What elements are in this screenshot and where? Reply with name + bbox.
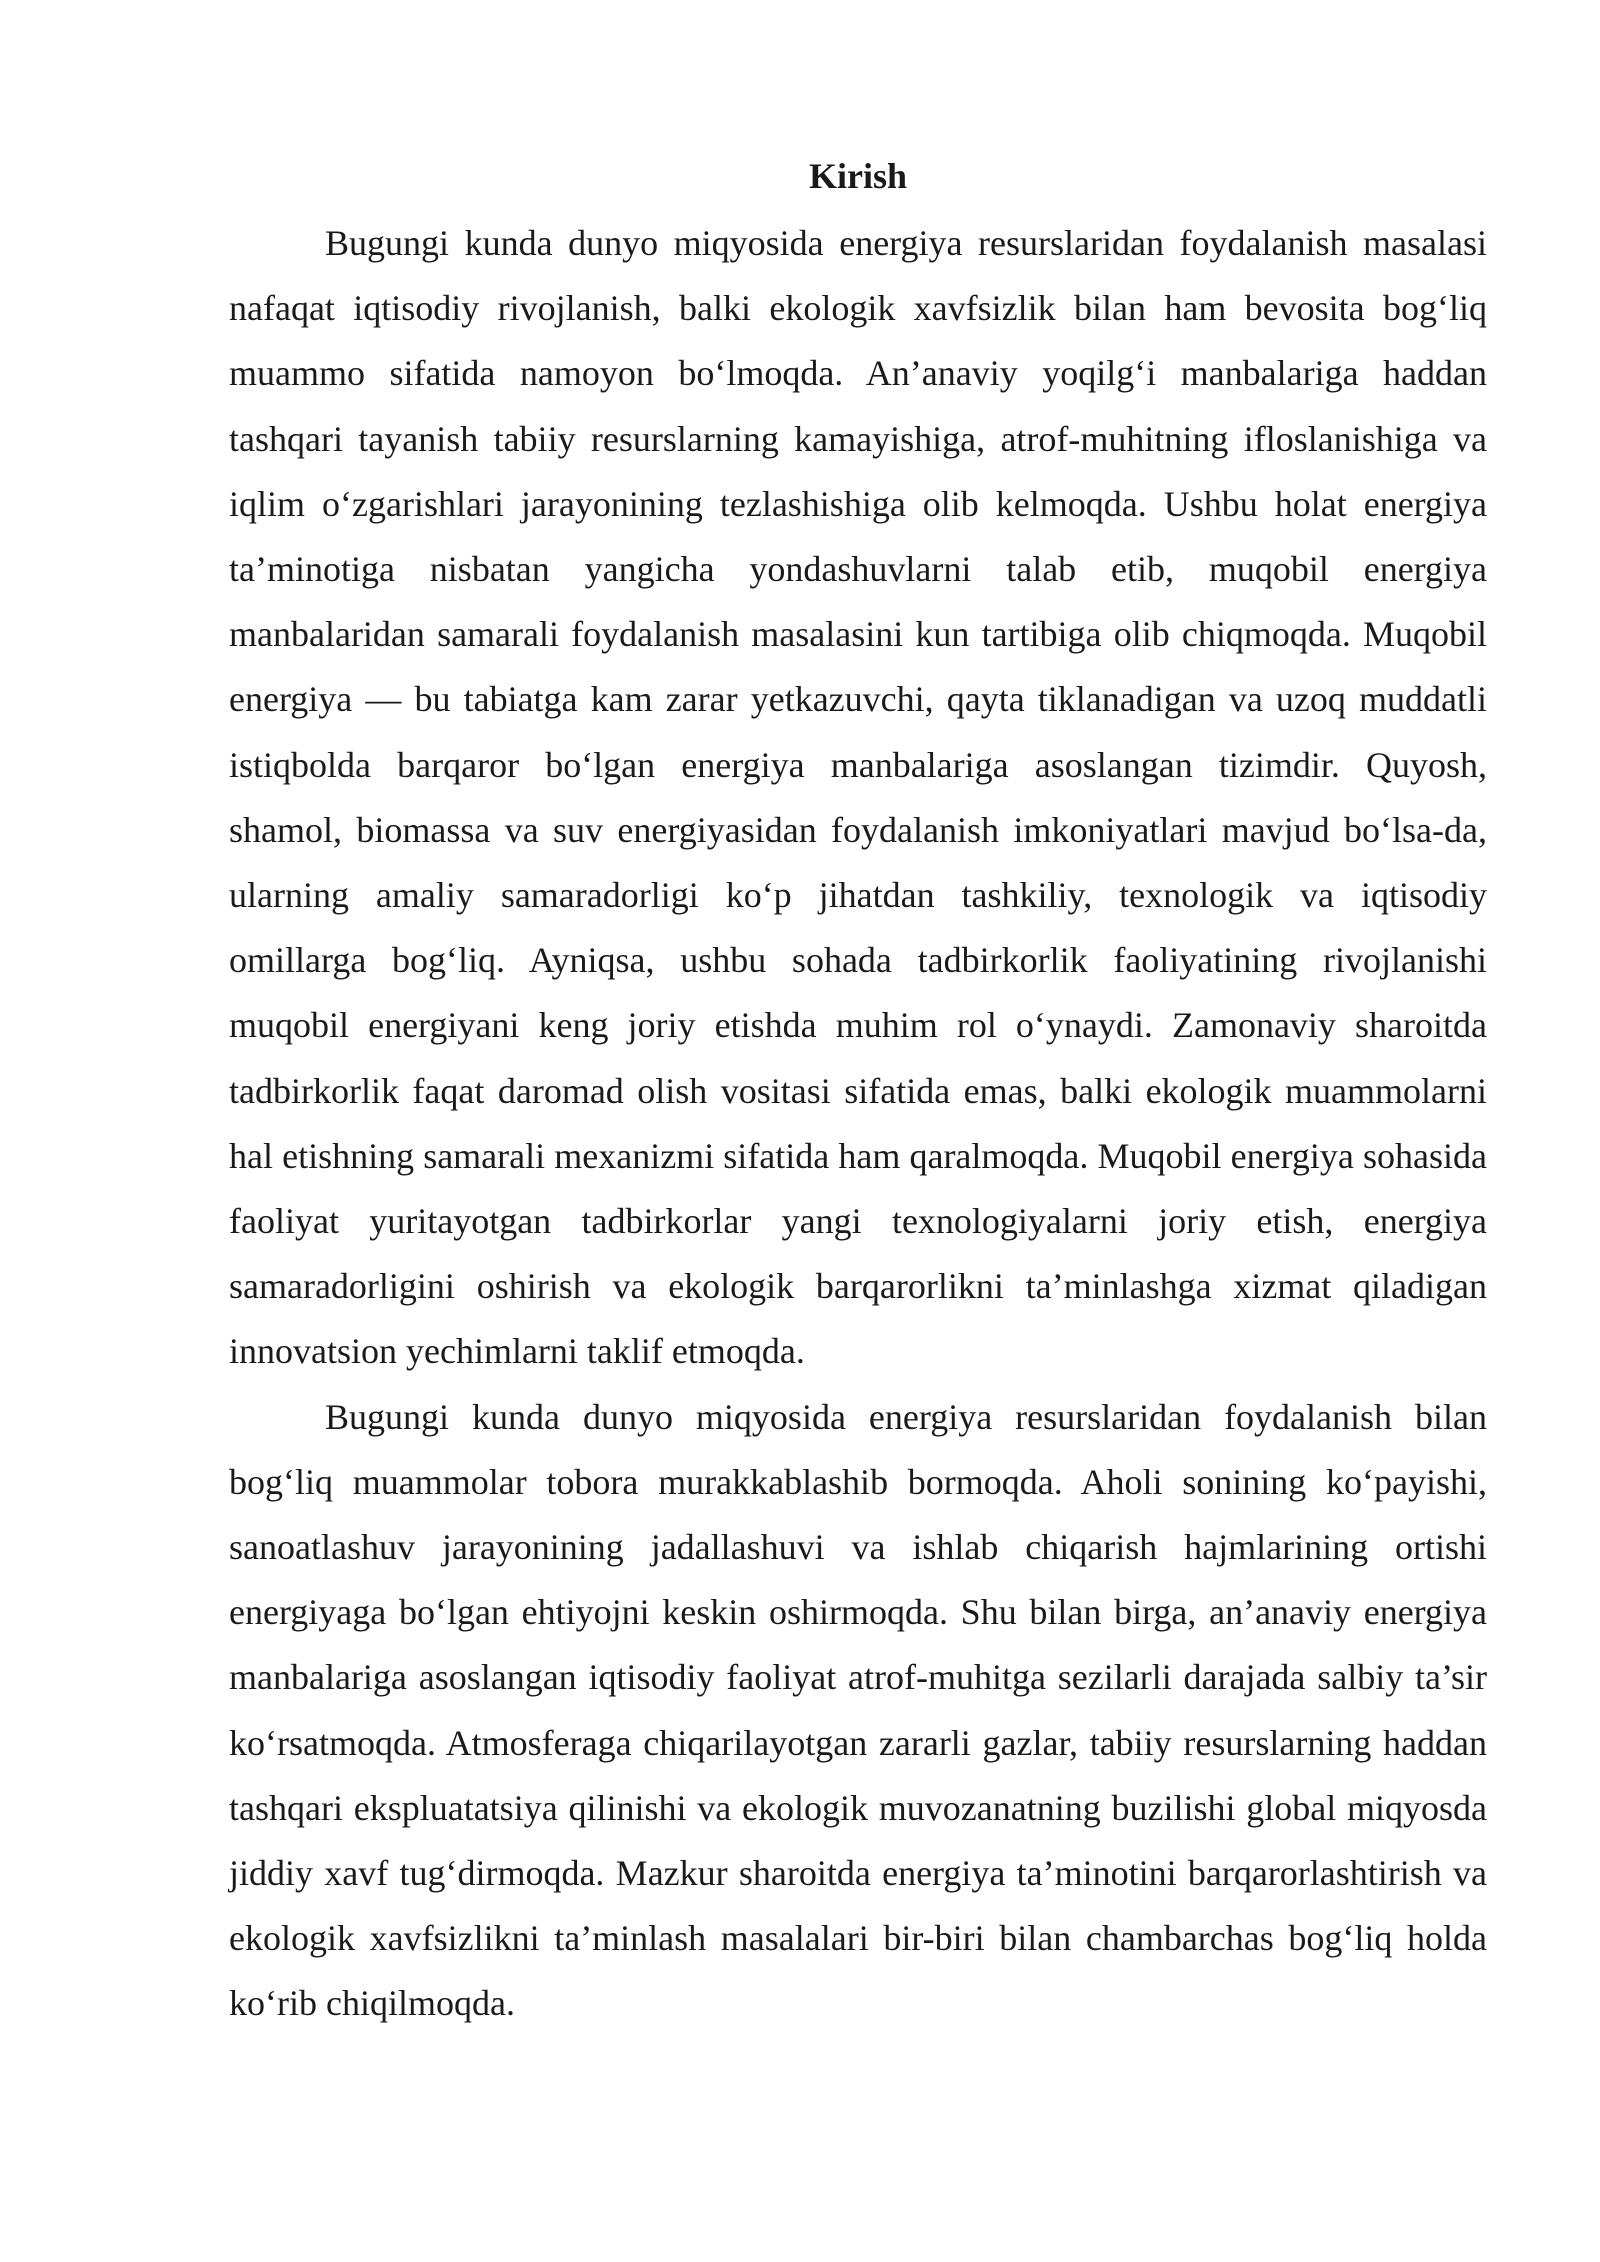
document-title: Kirish [808, 156, 907, 196]
paragraph-1: Bugungi kunda dunyo miqyosida energiya resurslaridan foydalanish masalasi nafaqat iqtisodiy rivojlanish, balki ekologik xavfsizlik bilan ham bevosita bog‘liq muammo sifatida namoyon bo‘lmoqda. An’anaviy yoqilg‘i manbalariga haddan tashqari tayanish tabiiy resurslarning kamayishiga, atrof-muhitning ifloslanishiga va iqlim o‘zgarishlari jarayonining tezlashishiga olib kelmoqda. Ushbu holat energiya ta’minotiga nisbatan yangicha yondashuvlarni talab etib, muqobil energiya manbalaridan samarali foydalanish masalasini kun tartibiga olib chiqmoqda. Muqobil energiya — bu tabiatga kam zarar yetkazuvchi, qayta tiklanadigan va uzoq muddatli istiqbolda barqaror bo‘lgan energiya manbalariga asoslangan tizimdir. Quyosh, shamol, biomassa va suv energiyasidan foydalanish imkoniyatlari mavjud bo‘lsa-da, ularning amaliy samaradorligi ko‘p jihatdan tashkiliy, texnologik va iqtisodiy omillarga bog‘liq. Ayniqsa, ushbu sohada tadbirkorlik faoliyatining rivojlanishi muqobil energiyani keng joriy etishda muhim rol o‘ynaydi. Zamonaviy sharoitda tadbirkorlik faqat daromad olish vositasi sifatida emas, balki ekologik muammolarni hal etishning samarali mexanizmi sifatida ham qaralmoqda. Muqobil energiya sohasida faoliyat yuritayotgan tadbirkorlar yangi texnologiyalarni joriy etish, energiya samaradorligini oshirish va ekologik barqarorlikni ta’minlashga xizmat qiladigan innovatsion yechimlarni taklif etmoqda. [229, 223, 1487, 1372]
paragraph-2: Bugungi kunda dunyo miqyosida energiya resurslaridan foydalanish bilan bog‘liq muammolar tobora murakkablashib bormoqda. Aholi sonining ko‘payishi, sanoatlashuv jarayonining jadallashuvi va ishlab chiqarish hajmlarining ortishi energiyaga bo‘lgan ehtiyojni keskin oshirmoqda. Shu bilan birga, an’anaviy energiya manbalariga asoslangan iqtisodiy faoliyat atrof-muhitga sezilarli darajada salbiy ta’sir ko‘rsatmoqda. Atmosferaga chiqarilayotgan zararli gazlar, tabiiy resurslarning haddan tashqari ekspluatatsiya qilinishi va ekologik muvozanatning buzilishi global miqyosda jiddiy xavf tug‘dirmoqda. Mazkur sharoitda energiya ta’minotini barqarorlashtirish va ekologik xavfsizlikni ta’minlash masalalari bir-biri bilan chambarchas bog‘liq holda ko‘rib chiqilmoqda. [229, 1396, 1487, 2024]
document-body [229, 146, 1487, 2037]
